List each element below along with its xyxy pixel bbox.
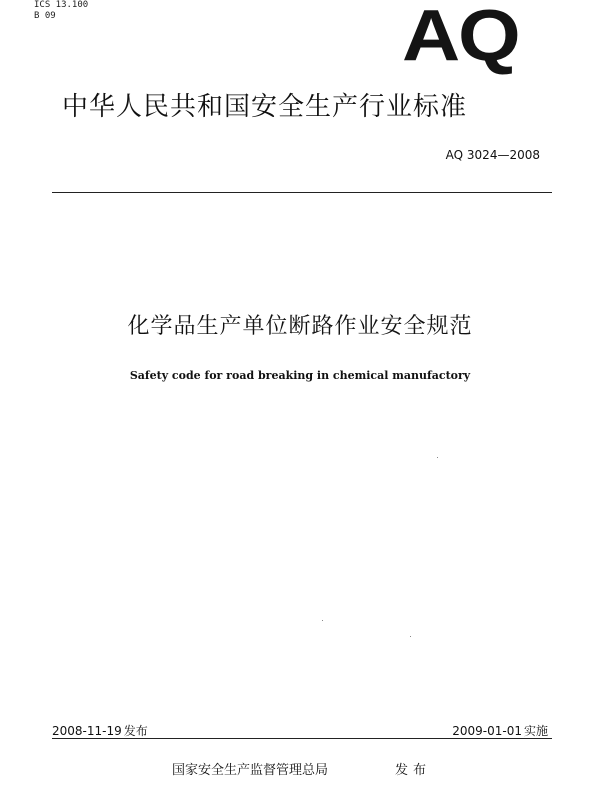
document-title-en: Safety code for road breaking in chemical manufactory [129, 369, 471, 382]
top-divider [52, 192, 552, 193]
issue-date [52, 724, 148, 738]
effective-date-value: 2009-01-01 [452, 724, 522, 738]
effective-date-label: 实施 [523, 724, 548, 738]
ccs-code: B 09 [34, 11, 56, 21]
scan-speck [437, 457, 438, 458]
document-title-cn: 化学品生产单位断路作业安全规范 [127, 314, 473, 339]
effective-date [452, 724, 548, 738]
ics-code: ICS 13.100 [34, 0, 89, 10]
issue-date-value: 2008-11-19 [52, 724, 122, 738]
issuer-action: 发布 [395, 763, 432, 778]
aq-logo: AQ [402, 0, 519, 76]
standard-number: AQ 3024—2008 [445, 148, 540, 162]
bottom-divider [52, 738, 552, 739]
scan-speck [410, 636, 411, 637]
issuer-name: 国家安全生产监督管理总局 [172, 763, 329, 778]
issue-date-label: 发布 [123, 724, 148, 738]
scan-speck [322, 620, 323, 621]
standard-category-title: 中华人民共和国安全生产行业标准 [62, 92, 468, 122]
